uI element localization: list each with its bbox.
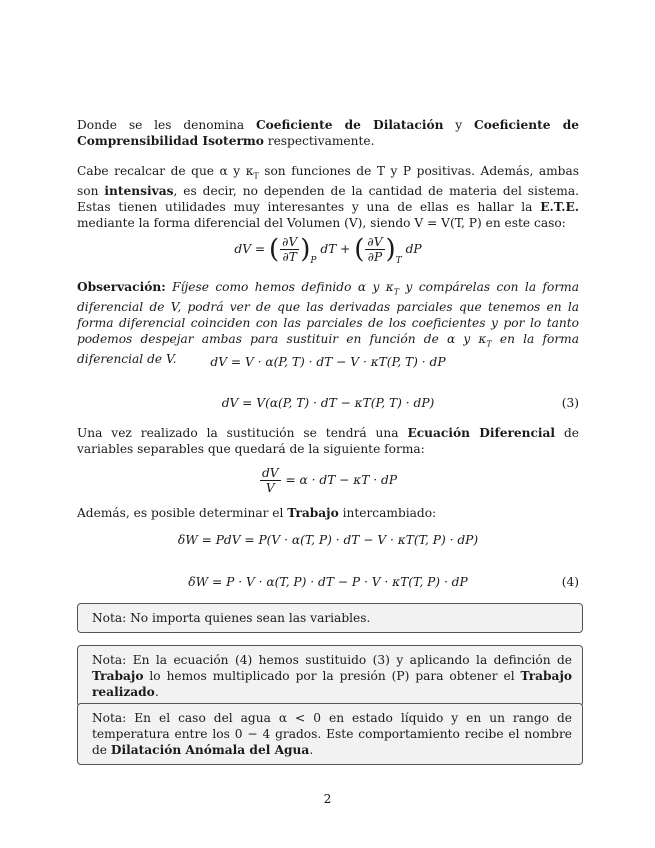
note-variables: Nota: No importa quienes sean las variables. xyxy=(77,603,583,633)
paragraph-differential-equation: Una vez realizado la sustitución se tendrá una Ecuación Diferencial de variables separables que quedará de la siguiente forma: xyxy=(77,426,579,456)
paragraph-work: Además, es posible determinar el Trabajo intercambiado: xyxy=(77,506,437,520)
equation-substitution: dV = V · α(P, T) · dT − V · κT(P, T) · dP xyxy=(210,355,446,369)
paragraph-intensive: Cabe recalcar de que α y $\kappa_T$ son funciones de T y P positivas. Además, ambas son intensivas, es decir, no dependen de la cantidad de materia del sistema. Estas tienen utilidades muy interesantes y una de ellas es hallar la E.T.E. mediante la forma diferencial del Volumen (V), siendo V = V(T, P) en este caso: xyxy=(77,164,579,230)
note-substitution: Nota: En la ecuación (4) hemos sustituido (3) y aplicando la definción de Trabajo lo hemos multiplicado por la presión (P) para obtener el Trabajo realizado. xyxy=(77,645,583,707)
equation-4: δW = P · V · α(T, P) · dT − P · V · κT(T, P) · dP (4) xyxy=(188,575,579,589)
equation-differential-volume: dV = ( $\frac{\partial V}{\partial T}$ )$_P$ dT + ( $\frac{\partial V}{\partial P}$ )$_T$ dP xyxy=(234,234,422,266)
equation-work-1: δW = PdV = P(V · α(T, P) · dT − V · κT(T, P) · dP) xyxy=(177,533,479,547)
equation-3: dV = V(α(P, T) · dT − κT(P, T) · dP) (3) xyxy=(221,396,579,410)
paragraph-observation: Observación: Fíjese como hemos definido α y $\kappa_T$ y compárelas con la forma diferencial de V, podrá ver de que las derivadas parciales que tenemos en la forma diferencial coinciden con las parciales de los coeficientes y por lo tanto podemos despejar ambas para sustituir en función de α y $\kappa_T$ en la forma diferencial de V. xyxy=(77,280,579,367)
page-number: 2 xyxy=(323,792,332,806)
note-water-anomaly: Nota: En el caso del agua α < 0 en estado líquido y en un rango de temperatura entre los 0 − 4 grados. Este comportamiento recibe el nombre de Dilatación Anómala del Agua. xyxy=(77,703,583,765)
paragraph-definitions: Donde se les denomina Coeficiente de Dilatación y Coeficiente de Comprensibilidad Isotermo respectivamente. xyxy=(77,118,579,148)
equation-separable: $\frac{dV}{V}$ = α · dT − κT · dP xyxy=(261,466,398,495)
